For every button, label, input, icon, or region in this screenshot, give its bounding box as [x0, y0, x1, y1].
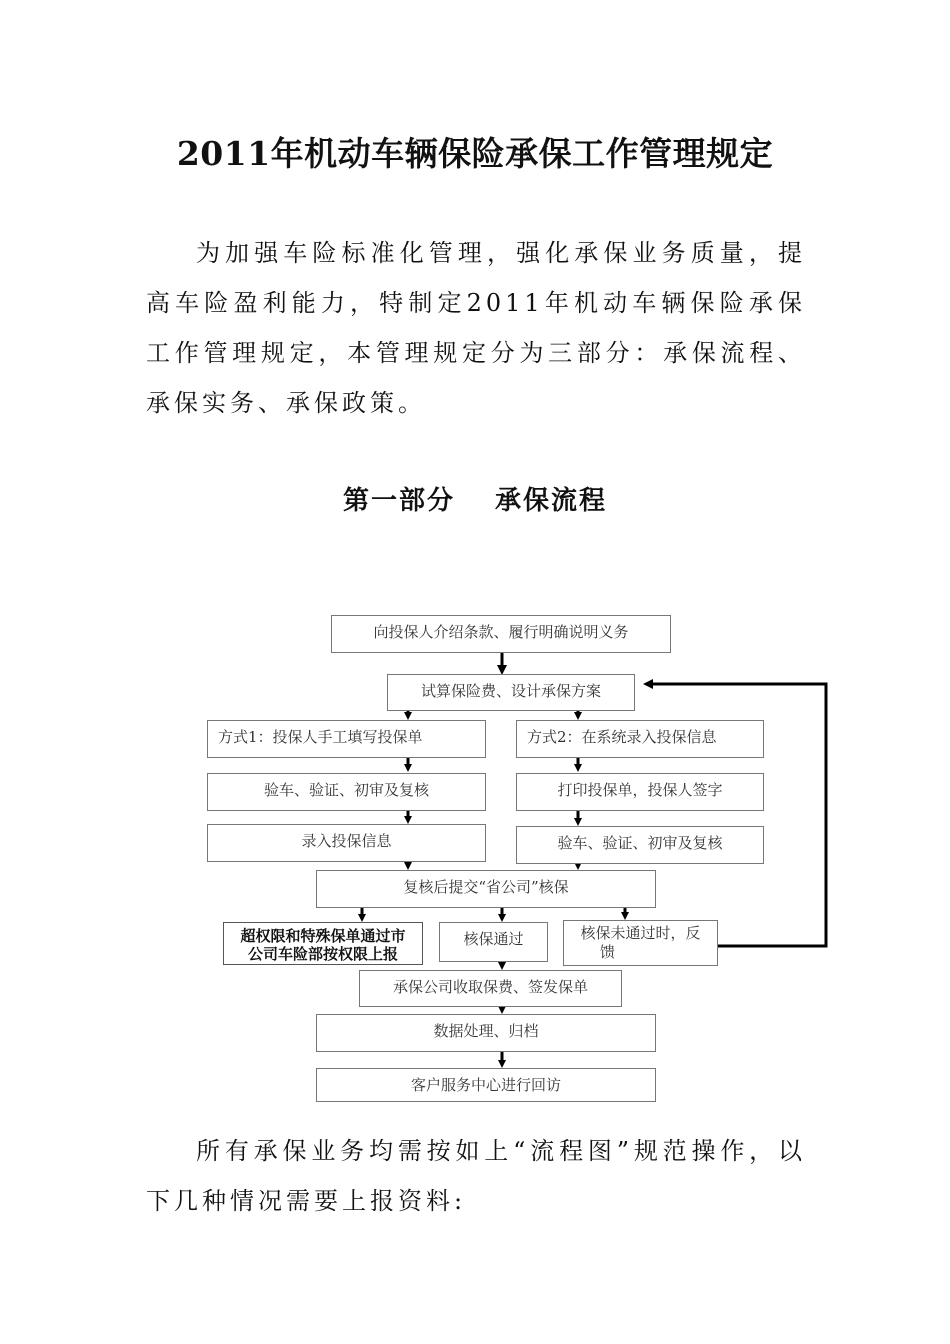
flow-submit-province-review: 复核后提交“省公司”核保: [316, 870, 656, 908]
section-part: 第一部分: [342, 486, 455, 516]
flow-review-rejected: [563, 920, 718, 966]
document-title: 2011年机动车辆保险承保工作管理规定: [176, 134, 774, 173]
flow-overlimit-report: [223, 922, 423, 965]
overlimit-line1: 超权限和特殊保单通过市: [240, 927, 406, 945]
flow-review-approved: 核保通过: [439, 922, 548, 962]
flow-data-archive: 数据处理、归档: [316, 1014, 656, 1052]
rejected-line2: 馈: [600, 943, 616, 961]
flow-collect-premium-issue-policy: 承保公司收取保费、签发保单: [359, 970, 622, 1007]
rejected-line1: 核保未通过时，反: [580, 924, 701, 942]
flow-step-premium-quote: 试算保险费、设计承保方案: [387, 674, 635, 711]
flow-m1-enter-info: 录入投保信息: [207, 824, 486, 862]
flow-step-introduce-terms: 向投保人介绍条款、履行明确说明义务: [331, 615, 671, 653]
flow-m2-print-sign: 打印投保单，投保人签字: [516, 773, 764, 811]
flow-customer-callback: 客户服务中心进行回访: [316, 1068, 656, 1102]
section-name: 承保流程: [495, 486, 608, 516]
closing-paragraph: 所有承保业务均需按如上“流程图”规范操作，以下几种情况需要上报资料:: [146, 1137, 806, 1215]
overlimit-line2: 公司车险部按权限上报: [247, 945, 398, 963]
flow-m2-inspection: 验车、验证、初审及复核: [516, 826, 764, 864]
intro-paragraph: 为加强车险标准化管理，强化承保业务质量，提高车险盈利能力，特制定2011年机动车辆保险承保工作管理规定，本管理规定分为三部分：承保流程、承保实务、承保政策。: [146, 239, 806, 417]
flow-m1-inspection: 验车、验证、初审及复核: [207, 773, 486, 811]
flow-method2-system-entry: 方式2：在系统录入投保信息: [516, 720, 764, 758]
flow-method1-manual-form: 方式1：投保人手工填写投保单: [207, 720, 486, 758]
